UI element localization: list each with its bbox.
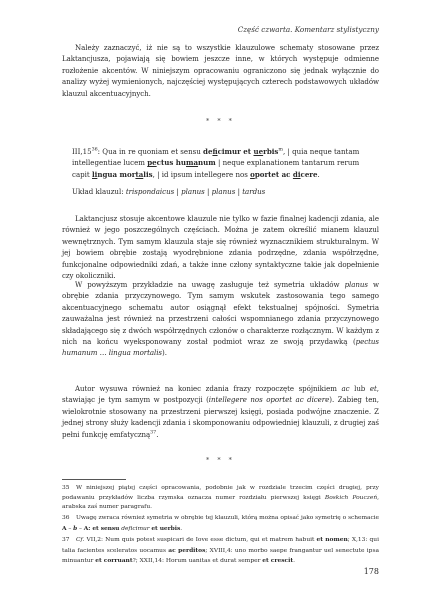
paragraph-postposition: Autor wysuwa również na koniec zdania frazy rozpoczęte spójnikiem ac lub et, stawiając je tym samym w postpozycji (intellegere nos oportet ac dicere). Zabieg ten, wielokrotnie stosowany na przestrzeni pierwszej księgi, posiada podwójne znaczenie. Z jednej strony służy kadencji zdania i skomponowaniu odpowiedniej klauzuli, z drugiej zaś pełni funkcję emfatyczną$^{37}$. — [62, 384, 379, 439]
page — [62, 0, 379, 600]
footnote-marker-37[interactable]: 37 — [150, 430, 157, 436]
latin-example — [72, 146, 379, 180]
example-line-3: capit lingua mortalis, | id ipsum intellegere nos oportet ac dicere. — [72, 169, 320, 179]
example-line-1: $III,15^{36}$: Qua in re quoniam et sensu deficimur et uerbis$^m$, | quia neque tantam — [72, 147, 360, 156]
running-head: Część czwarta. Komentarz stylistyczny — [237, 25, 379, 34]
footnote-35: 35 W niniejszej piątej części opracowania, podobnie jak w rozdziale trzecim części drugiej, przy podawaniu przykładów liczba rzymska oznacza numer rozdziału pierwszej księgi Boskich Pouczeń, arabska zaś numer paragrafu. — [62, 485, 379, 511]
footnote-rule — [62, 479, 126, 480]
footnote-marker-36[interactable]: 36 — [91, 147, 98, 153]
example-reference: III,15 — [72, 147, 92, 156]
clause-pattern: Układ klauzul: trispondaicus | planus | planus | tardus — [72, 187, 266, 196]
paragraph-intro: Należy zaznaczyć, iż nie są to wszystkie klauzulowe schematy stosowane przez Laktancjusza, pojawiają się bowiem jeszcze inne, w których występuje odmienne rozłożenie akcentów. W niniejszym opracowaniu ograniczono się jednak wyłącznie do analizy wyżej wymienionych, najczęściej występujących czterech podstawowych układów klauzul akcentuacyjnych. — [62, 43, 379, 98]
page-number: 178 — [363, 567, 379, 576]
paragraph-symmetry: W powyższym przykładzie na uwagę zasługuje też symetria układów planus w obrębie zdania przyczynowego. Tym samym wskutek zastosowania tego samego akcentuacyjnego schematu autor osiągnął efekt tekstualnej spójności. Symetria zauważalna jest również na przestrzeni całości wspomnianego zdania przyczynowego składającego się z dwóch współrzędnych członów o charakterze rozłącznym. W każdym z nich na końcu wyeksponowany został podmiot wraz ze swoją przydawką (pectus humanum … lingua mortalis). — [62, 280, 380, 358]
section-separator: * * * — [206, 117, 235, 125]
footnote-36: 36 Uwagę zwraca również symetria w obrębie tej klauzuli, którą można opisać jako symetrię o schemacie A – b – A: et sensu deficimur et uerbis. — [62, 515, 379, 532]
paragraph-internal-clauses: Laktancjusz stosuje akcentowe klauzule nie tylko w fazie finalnej kadencji zdania, ale również w jego poszczególnych częściach. Można je zatem określić mianem klauzul wewnętrznych. Tym samym klauzula staje się również wyznacznikiem strukturalnym. W jej bowiem obrębie zostają wyodrębnione zdania podrzędne, zdania współrzędne, funkcjonalne odpowiedniki zdań, a także inne człony syntaktyczne takie jak dopełnienie czy okoliczniki. — [62, 214, 379, 281]
section-separator-2: * * * — [206, 456, 235, 464]
example-line-2: intellegentiae lucem pectus humanum | neque explanationem tantarum rerum — [72, 158, 360, 168]
footnote-37: 37 Cf. VII,2: Num quis potest suspicari de Iove esse dictum, qui et matrem habuit et nomen; X,13: qui talia facientes sceleratos uocamus ac perditos; XVIII,4: uno morbo saepe frangantur uel senectute ipsa minuantur et corruant?; XXII,14: Horum uanitas et durat semper et crescit. — [62, 536, 379, 565]
